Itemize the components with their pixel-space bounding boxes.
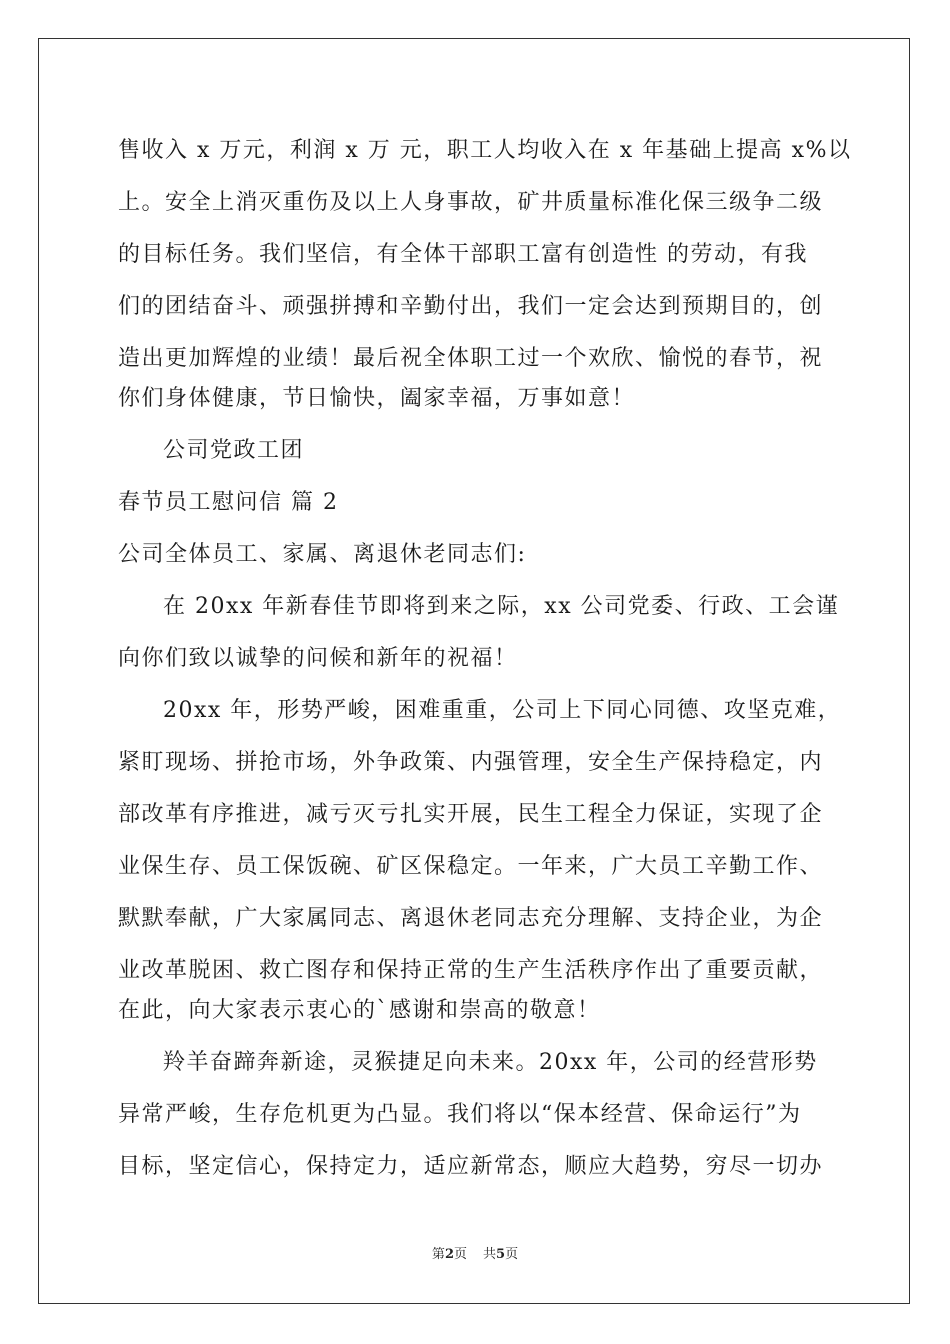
page-footer xyxy=(0,1246,950,1264)
total-pages: 5 xyxy=(496,1247,506,1262)
section-title: 春节员工慰问信 篇 2 xyxy=(118,490,339,515)
paragraph-line: 目标，坚定信心，保持定力，适应新常态，顺应大趋势，穷尽一切办 xyxy=(118,1154,824,1179)
paragraph-line: 紧盯现场、拼抢市场，外争政策、内强管理，安全生产保持稳定，内 xyxy=(118,750,824,775)
page-prefix: 第 xyxy=(431,1247,445,1262)
paragraph-line: 羚羊奋蹄奔新途，灵猴捷足向未来。20xx 年，公司的经营形势 xyxy=(163,1050,818,1075)
paragraph-line: 们的团结奋斗、顽强拼搏和辛勤付出，我们一定会达到预期目的，创 xyxy=(118,294,824,319)
page-number: 2 xyxy=(444,1247,454,1262)
total-suffix: 页 xyxy=(505,1247,519,1262)
paragraph-line: 部改革有序推进，减亏灭亏扎实开展，民生工程全力保证，实现了企 xyxy=(118,802,824,827)
paragraph-line: 的目标任务。我们坚信，有全体干部职工富有创造性 的劳动，有我 xyxy=(118,242,808,267)
paragraph-line: 默默奉献，广大家属同志、离退休老同志充分理解、支持企业，为企 xyxy=(118,906,824,931)
total-prefix: 共 xyxy=(483,1247,497,1262)
paragraph-line: 你们身体健康，节日愉快，阖家幸福，万事如意！ xyxy=(118,386,636,411)
page-suffix: 页 xyxy=(453,1247,467,1262)
paragraph-line: 业保生存、员工保饭碗、矿区保稳定。一年来，广大员工辛勤工作、 xyxy=(118,854,824,879)
paragraph-line: 异常严峻，生存危机更为凸显。我们将以“保本经营、保命运行”为 xyxy=(118,1102,802,1127)
paragraph-line: 上。安全上消灭重伤及以上人身事故，矿井质量标准化保三级争二级 xyxy=(118,190,824,215)
paragraph-line: 售收入 x 万元，利润 x 万 元，职工人均收入在 x 年基础上提高 x%以 xyxy=(118,138,852,163)
paragraph-line: 向你们致以诚挚的问候和新年的祝福！ xyxy=(118,646,518,671)
signature-line: 公司党政工团 xyxy=(163,438,305,463)
paragraph-line: 造出更加辉煌的业绩！最后祝全体职工过一个欢欣、愉悦的春节，祝 xyxy=(118,346,824,371)
paragraph-line: 20xx 年，形势严峻，困难重重，公司上下同心同德、攻坚克难， xyxy=(163,698,842,723)
salutation: 公司全体员工、家属、离退休老同志们: xyxy=(118,542,527,567)
paragraph-line: 业改革脱困、救亡图存和保持正常的生产生活秩序作出了重要贡献， xyxy=(118,958,824,983)
paragraph-line: 在 20xx 年新春佳节即将到来之际，xx 公司党委、行政、工会谨 xyxy=(163,594,840,619)
paragraph-line: 在此，向大家表示衷心的`感谢和崇高的敬意！ xyxy=(118,998,601,1023)
